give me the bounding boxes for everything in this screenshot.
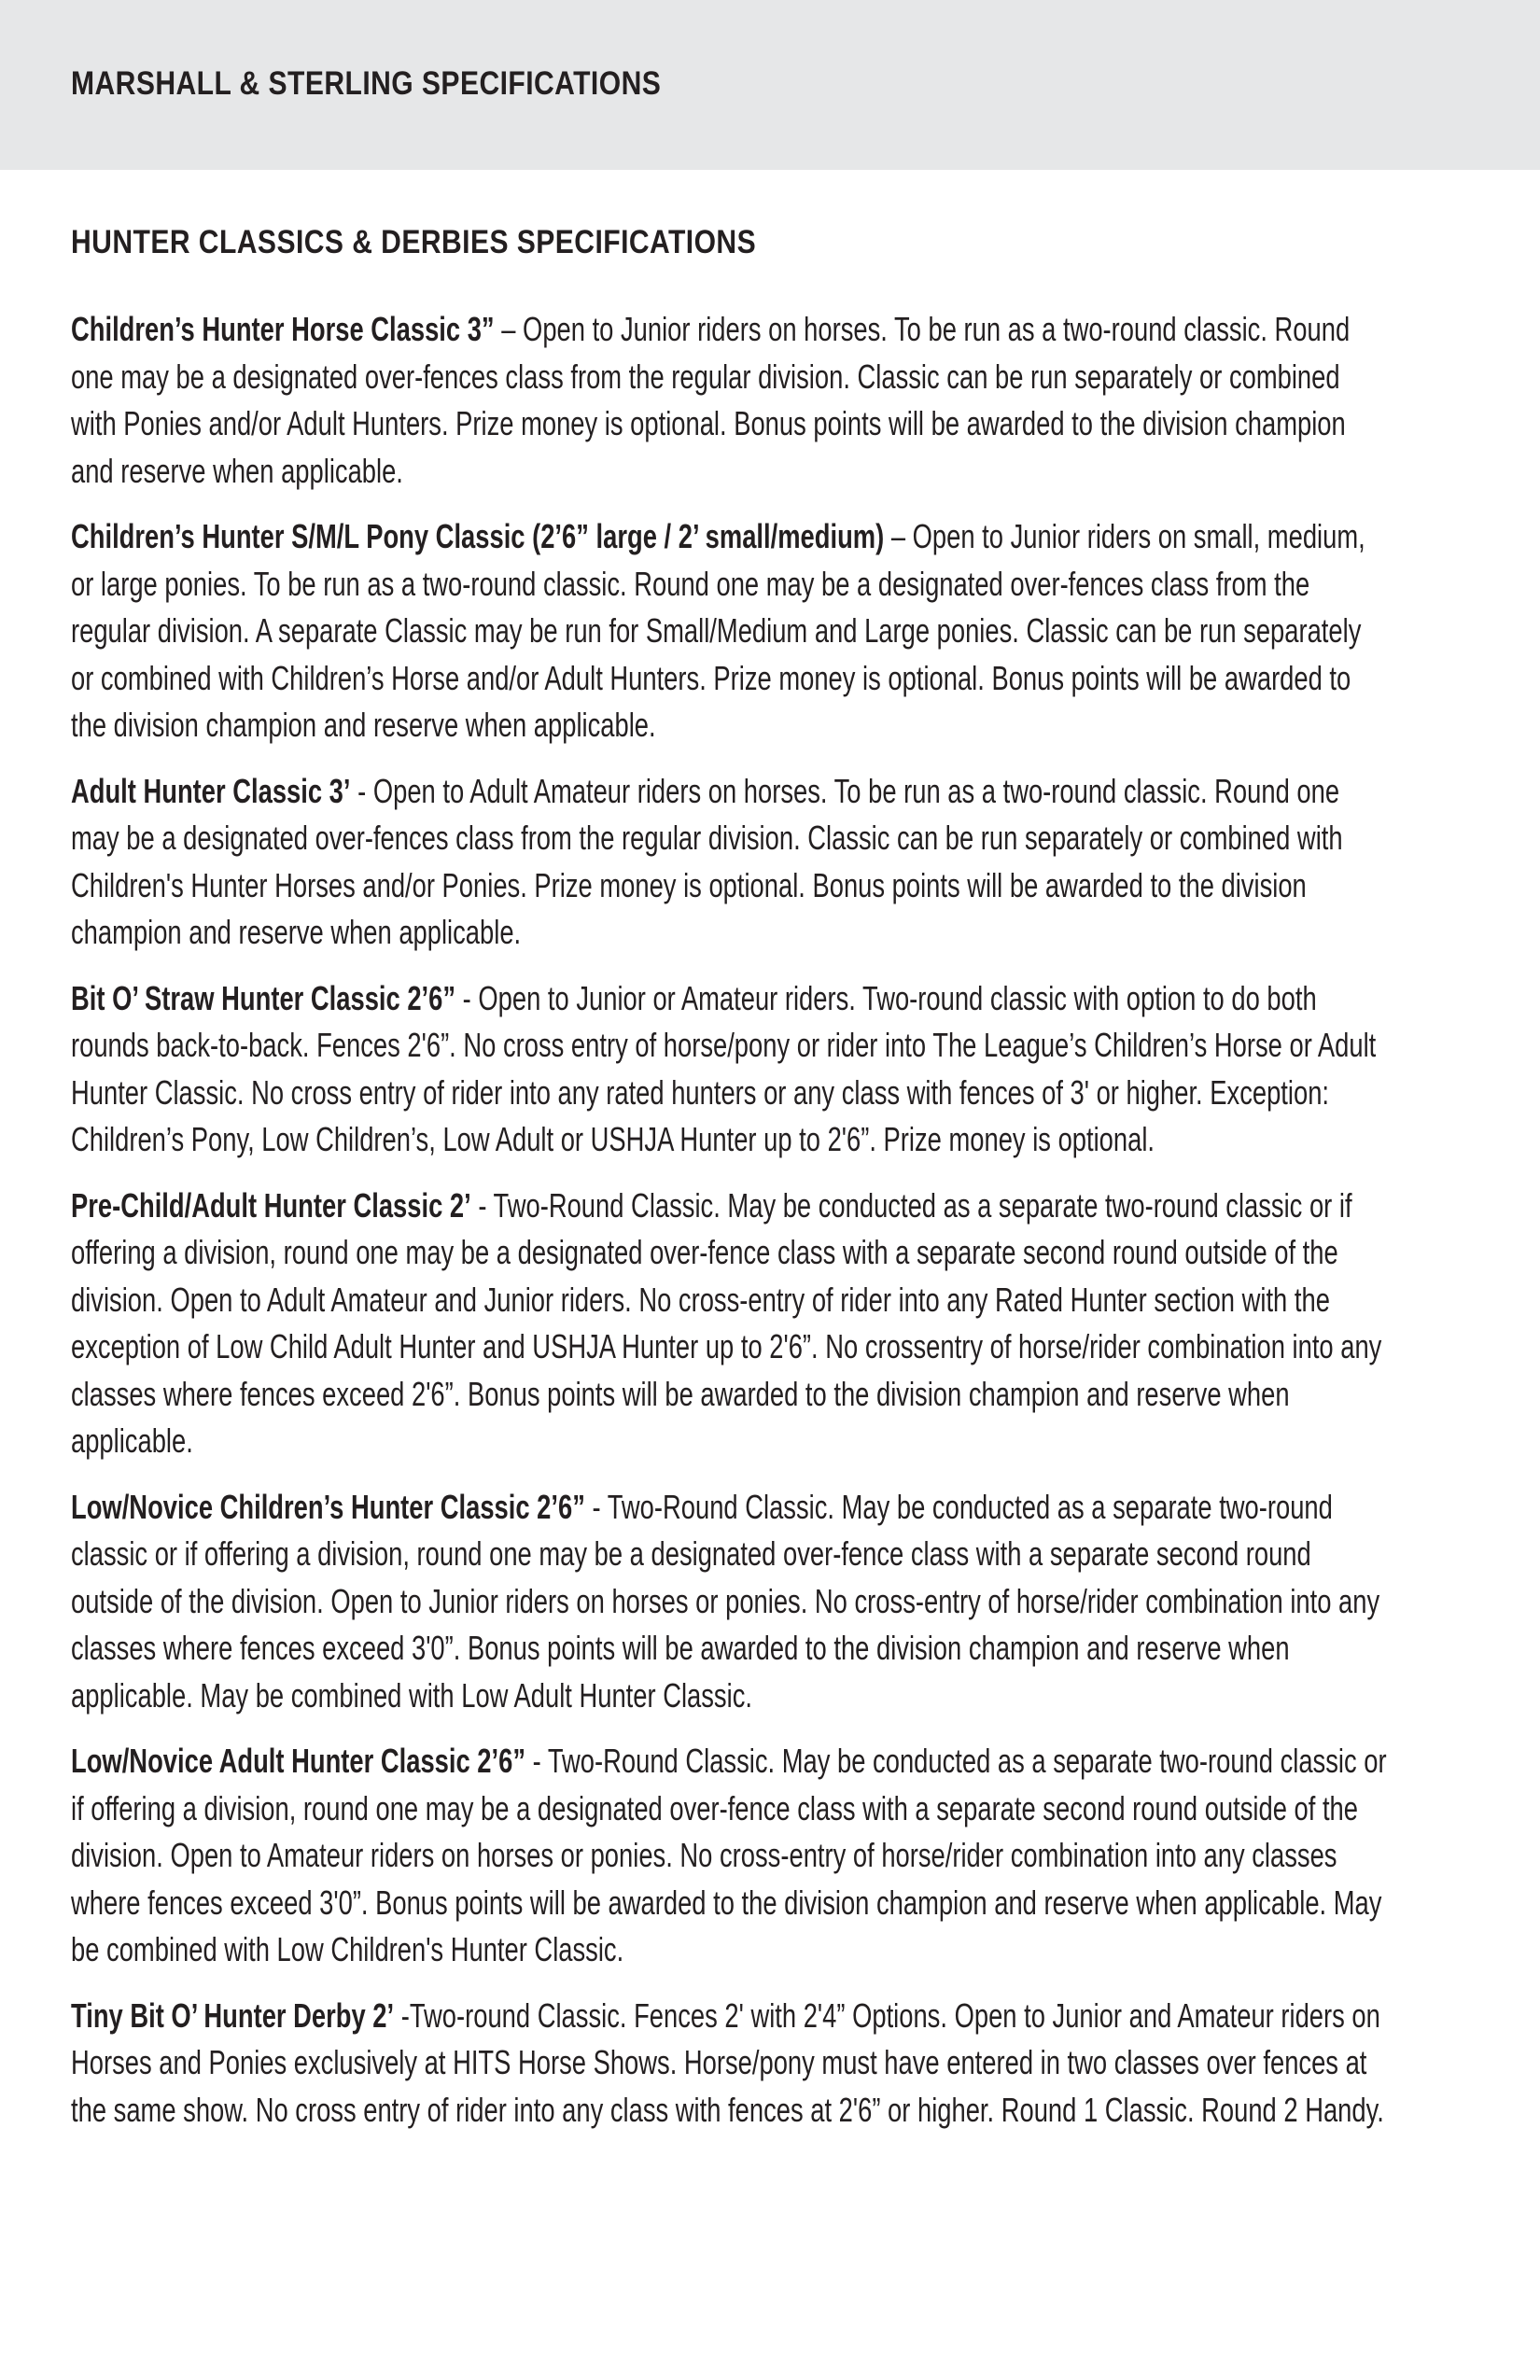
spec-low-novice-childrens-hunter-classic bbox=[71, 1484, 1391, 1720]
spec-title: Pre-Child/Adult Hunter Classic 2’ bbox=[71, 1185, 471, 1225]
spec-description: - Two-Round Classic. May be conducted as a separate two-round classic or if offering a division, round one may be a designated over-fence class with a separate second round outside of the division. Open to Amateur riders on horses or ponies. No cross-entry of horse/rider combination into any classes where fences exceed 3'0”. Bonus points will be awarded to the division champion and reserve when applicable. May be combined with Low Children's Hunter Classic. bbox=[71, 1742, 1387, 1968]
header-title: MARSHALL & STERLING SPECIFICATIONS bbox=[71, 65, 662, 102]
spec-adult-hunter-classic bbox=[71, 768, 1391, 957]
spec-description: -Two-round Classic. Fences 2' with 2'4” Options. Open to Junior and Amateur riders on Horses and Ponies exclusively at HITS Horse Shows. Horse/pony must have entered in two classes over fences at the same show. No cross entry of rider into any class with fences at 2'6” or higher. Round 1 Classic. Round 2 Handy. bbox=[71, 1995, 1384, 2129]
spec-childrens-hunter-horse-classic bbox=[71, 306, 1391, 495]
header-band bbox=[0, 0, 1540, 170]
spec-title: Children’s Hunter S/M/L Pony Classic (2’6” large / 2’ small/medium) bbox=[71, 517, 885, 555]
spec-title: Low/Novice Adult Hunter Classic 2’6” bbox=[71, 1742, 526, 1780]
spec-title: Adult Hunter Classic 3’ bbox=[71, 771, 351, 810]
spec-description: – Open to Junior riders on horses. To be run as a two-round classic. Round one may be a designated over-fences class from the regular division. Classic can be run separately or combined with Ponies and/or Adult Hunters. Prize money is optional. Bonus points will be awarded to the division champion and reserve when applicable. bbox=[71, 310, 1351, 490]
spec-description: - Two-Round Classic. May be conducted as a separate two-round classic or if offering a division, round one may be a designated over-fence class with a separate second round outside of the division. Open to Adult Amateur and Junior riders. No cross-entry of rider into any Rated Hunter section with the exception of Low Child Adult Hunter and USHJA Hunter up to 2'6”. No crossentry of horse/rider combination into any classes where fences exceed 2'6”. Bonus points will be awarded to the division champion and reserve when applicable. bbox=[71, 1185, 1382, 1460]
spec-childrens-hunter-pony-classic bbox=[71, 513, 1391, 749]
spec-title: Low/Novice Children’s Hunter Classic 2’6” bbox=[71, 1487, 585, 1526]
spec-title: Tiny Bit O’ Hunter Derby 2’ bbox=[71, 1995, 395, 2035]
spec-description: - Open to Junior or Amateur riders. Two-round classic with option to do both rounds back-to-back. Fences 2'6”. No cross entry of horse/pony or rider into The League’s Children’s Horse or Adult Hunter Classic. No cross entry of rider into any rated hunters or any class with fences of 3' or higher. Exception: Children’s Pony, Low Children’s, Low Adult or USHJA Hunter up to 2'6”. Prize money is optional. bbox=[71, 978, 1377, 1158]
spec-bit-o-straw-hunter-classic bbox=[71, 975, 1391, 1164]
spec-tiny-bit-o-hunter-derby bbox=[71, 1993, 1391, 2135]
spec-description: - Two-Round Classic. May be conducted as a separate two-round classic or if offering a division, round one may be a designated over-fence class with a separate second round outside of the division. Open to Junior riders on horses or ponies. No cross-entry of horse/rider combination into any classes where fences exceed 3'0”. Bonus points will be awarded to the division champion and reserve when applicable. May be combined with Low Adult Hunter Classic. bbox=[71, 1487, 1380, 1715]
spec-description: - Open to Adult Amateur riders on horses. To be run as a two-round classic. Round one may be a designated over-fences class from the regular division. Classic can be run separately or combined with Children's Hunter Horses and/or Ponies. Prize money is optional. Bonus points will be awarded to the division champion and reserve when applicable. bbox=[71, 771, 1343, 951]
spec-pre-child-adult-hunter-classic bbox=[71, 1183, 1391, 1465]
spec-title: Bit O’ Straw Hunter Classic 2’6” bbox=[71, 978, 456, 1017]
section-title: HUNTER CLASSICS & DERBIES SPECIFICATIONS bbox=[71, 224, 757, 260]
spec-low-novice-adult-hunter-classic bbox=[71, 1738, 1391, 1974]
spec-description: – Open to Junior riders on small, medium, or large ponies. To be run as a two-round classic. Round one may be a designated over-fences class from the regular division. A separate Classic may be run for Small/Medium and Large ponies. Classic can be run separately or combined with Children’s Horse and/or Adult Hunters. Prize money is optional. Bonus points will be awarded to the division champion and reserve when applicable. bbox=[71, 517, 1365, 744]
spec-title: Children’s Hunter Horse Classic 3” bbox=[71, 310, 495, 348]
main-content bbox=[71, 224, 1540, 2152]
